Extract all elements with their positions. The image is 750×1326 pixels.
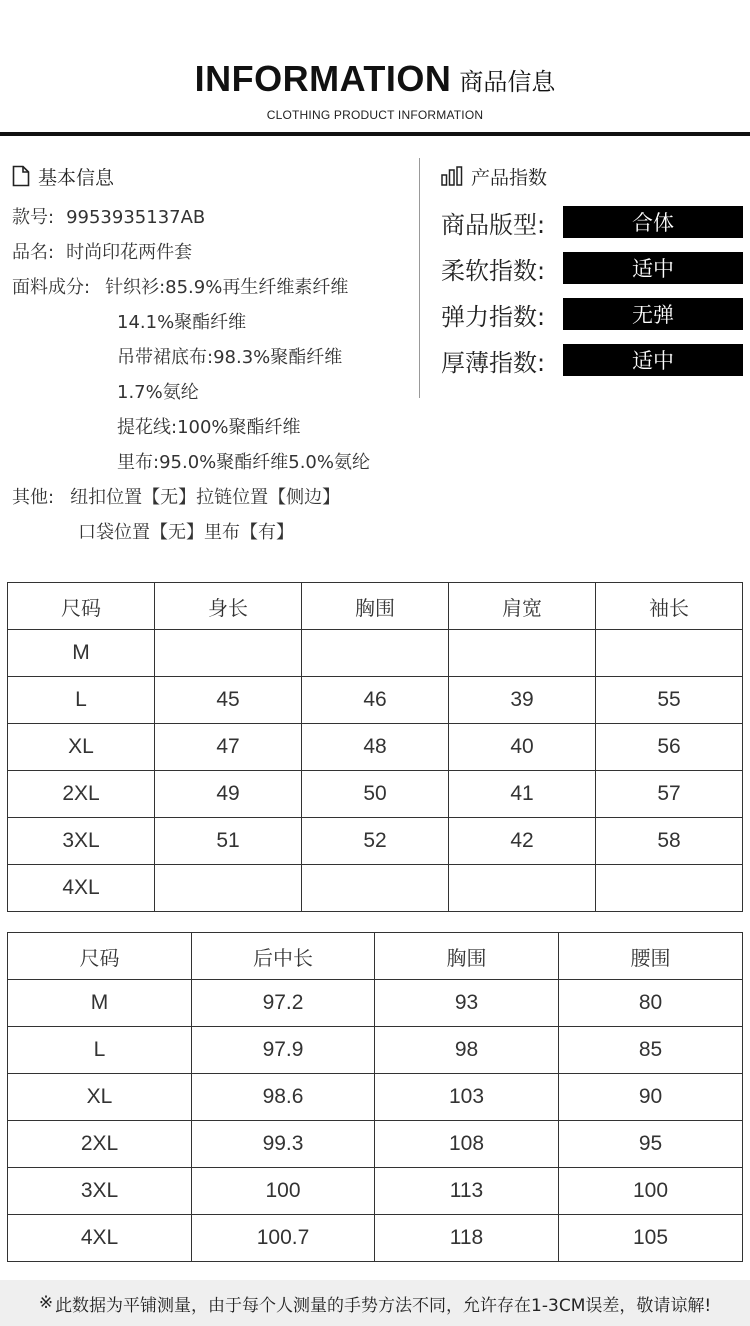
subtitle: CLOTHING PRODUCT INFORMATION bbox=[266, 108, 484, 122]
fabric-row bbox=[12, 375, 412, 410]
measurement-note-text: 此数据为平铺测量，由于每个人测量的手势方法不同，允许存在1-3CM误差，敬请谅解! bbox=[55, 1295, 712, 1316]
section-divider bbox=[419, 158, 420, 398]
table-cell: 2XL bbox=[8, 1121, 192, 1168]
table-cell: 98.6 bbox=[192, 1074, 375, 1121]
product-index-section bbox=[441, 160, 746, 390]
fabric-line: 提花线:100%聚酯纤维 bbox=[117, 417, 301, 438]
basic-info-title: 基本信息 bbox=[38, 166, 115, 189]
column-header: 袖长 bbox=[596, 583, 743, 630]
table-cell: 100.7 bbox=[192, 1215, 375, 1262]
product-name-row bbox=[12, 235, 412, 270]
table-cell: 48 bbox=[302, 724, 449, 771]
table-cell: 49 bbox=[155, 771, 302, 818]
index-value: 适中 bbox=[563, 252, 743, 284]
product-index-title: 产品指数 bbox=[471, 166, 548, 189]
column-header: 胸围 bbox=[375, 933, 559, 980]
table-cell: 45 bbox=[155, 677, 302, 724]
fabric-row bbox=[12, 445, 412, 480]
basic-info-section bbox=[12, 160, 412, 550]
table-cell: 52 bbox=[302, 818, 449, 865]
table-cell: 46 bbox=[302, 677, 449, 724]
asterisk-note-icon: ※ bbox=[38, 1293, 54, 1313]
table-row bbox=[8, 1027, 743, 1074]
column-header: 身长 bbox=[155, 583, 302, 630]
product-name-value: 时尚印花两件套 bbox=[66, 242, 193, 263]
bottom-size-table bbox=[7, 932, 743, 1262]
measurement-note bbox=[0, 1280, 750, 1326]
bar-chart-icon bbox=[441, 166, 463, 186]
index-row-softness bbox=[441, 252, 746, 284]
table-cell: 97.2 bbox=[192, 980, 375, 1027]
table-cell: 90 bbox=[559, 1074, 743, 1121]
fabric-line: 里布:95.0%聚酯纤维5.0%氨纶 bbox=[117, 452, 370, 473]
table-cell: 42 bbox=[449, 818, 596, 865]
column-header: 肩宽 bbox=[449, 583, 596, 630]
table-cell: 98 bbox=[375, 1027, 559, 1074]
fabric-row bbox=[12, 270, 412, 305]
column-header: 胸围 bbox=[302, 583, 449, 630]
other-row bbox=[12, 515, 412, 550]
table-row bbox=[8, 677, 743, 724]
top-size-table bbox=[7, 582, 743, 912]
table-cell: 100 bbox=[559, 1168, 743, 1215]
table-cell: 85 bbox=[559, 1027, 743, 1074]
table-row bbox=[8, 630, 743, 677]
table-cell: M bbox=[8, 980, 192, 1027]
fabric-row bbox=[12, 305, 412, 340]
other-row bbox=[12, 480, 412, 515]
table-cell: 40 bbox=[449, 724, 596, 771]
table-row bbox=[8, 1074, 743, 1121]
style-number-value: 9953935137AB bbox=[66, 207, 206, 228]
table-cell: 41 bbox=[449, 771, 596, 818]
table-cell: 100 bbox=[192, 1168, 375, 1215]
table-cell bbox=[302, 630, 449, 677]
title-english: INFORMATION bbox=[194, 58, 452, 99]
index-label: 厚薄指数: bbox=[441, 348, 546, 377]
table-cell: 39 bbox=[449, 677, 596, 724]
table-cell: 80 bbox=[559, 980, 743, 1027]
other-line: 口袋位置【无】里布【有】 bbox=[78, 522, 294, 543]
table-header-row bbox=[8, 933, 743, 980]
product-name-label: 品名: bbox=[12, 242, 55, 263]
index-value: 适中 bbox=[563, 344, 743, 376]
index-value: 合体 bbox=[563, 206, 743, 238]
table-row bbox=[8, 1121, 743, 1168]
table-cell bbox=[449, 630, 596, 677]
table-cell bbox=[302, 865, 449, 912]
document-icon bbox=[12, 165, 30, 187]
table-cell: 57 bbox=[596, 771, 743, 818]
table-cell: 47 bbox=[155, 724, 302, 771]
table-row bbox=[8, 1168, 743, 1215]
table-cell: XL bbox=[8, 724, 155, 771]
table-cell: L bbox=[8, 677, 155, 724]
column-header: 腰围 bbox=[559, 933, 743, 980]
table-cell: 105 bbox=[559, 1215, 743, 1262]
table-row bbox=[8, 724, 743, 771]
product-index-heading bbox=[441, 160, 746, 192]
column-header: 后中长 bbox=[192, 933, 375, 980]
page-header bbox=[0, 58, 750, 122]
table-cell bbox=[449, 865, 596, 912]
table-cell: 56 bbox=[596, 724, 743, 771]
fabric-line: 吊带裙底布:98.3%聚酯纤维 bbox=[117, 347, 343, 368]
other-line: 纽扣位置【无】拉链位置【侧边】 bbox=[70, 487, 341, 508]
index-row-fit bbox=[441, 206, 746, 238]
fabric-line: 1.7%氨纶 bbox=[117, 382, 199, 403]
other-label: 其他: bbox=[12, 487, 55, 508]
table-cell: 99.3 bbox=[192, 1121, 375, 1168]
table-cell: M bbox=[8, 630, 155, 677]
table-cell: 3XL bbox=[8, 1168, 192, 1215]
title-chinese: 商品信息 bbox=[459, 68, 556, 96]
table-row bbox=[8, 865, 743, 912]
fabric-label: 面料成分: bbox=[12, 277, 91, 298]
table-row bbox=[8, 771, 743, 818]
table-cell: 93 bbox=[375, 980, 559, 1027]
table-cell: L bbox=[8, 1027, 192, 1074]
table-cell: 95 bbox=[559, 1121, 743, 1168]
title-row bbox=[0, 58, 750, 100]
index-row-thickness bbox=[441, 344, 746, 376]
column-header: 尺码 bbox=[8, 583, 155, 630]
table-cell: 97.9 bbox=[192, 1027, 375, 1074]
table-header-row bbox=[8, 583, 743, 630]
table-cell: XL bbox=[8, 1074, 192, 1121]
index-label: 商品版型: bbox=[441, 210, 546, 239]
fabric-line: 14.1%聚酯纤维 bbox=[117, 312, 247, 333]
style-number-row bbox=[12, 200, 412, 235]
table-cell bbox=[596, 630, 743, 677]
index-row-elasticity bbox=[441, 298, 746, 330]
table-row bbox=[8, 1215, 743, 1262]
table-cell: 50 bbox=[302, 771, 449, 818]
table-cell: 55 bbox=[596, 677, 743, 724]
style-number-label: 款号: bbox=[12, 207, 55, 228]
index-label: 柔软指数: bbox=[441, 256, 546, 285]
table-row bbox=[8, 818, 743, 865]
table-cell: 2XL bbox=[8, 771, 155, 818]
index-label: 弹力指数: bbox=[441, 302, 546, 331]
column-header: 尺码 bbox=[8, 933, 192, 980]
table-cell bbox=[155, 630, 302, 677]
table-row bbox=[8, 980, 743, 1027]
index-value: 无弹 bbox=[563, 298, 743, 330]
fabric-row bbox=[12, 410, 412, 445]
table-cell: 118 bbox=[375, 1215, 559, 1262]
table-cell: 51 bbox=[155, 818, 302, 865]
table-cell: 4XL bbox=[8, 1215, 192, 1262]
fabric-row bbox=[12, 340, 412, 375]
header-divider bbox=[0, 132, 750, 136]
table-cell: 4XL bbox=[8, 865, 155, 912]
table-cell bbox=[596, 865, 743, 912]
table-cell bbox=[155, 865, 302, 912]
table-cell: 113 bbox=[375, 1168, 559, 1215]
basic-info-heading bbox=[12, 160, 412, 192]
table-cell: 103 bbox=[375, 1074, 559, 1121]
table-cell: 3XL bbox=[8, 818, 155, 865]
fabric-line: 针织衫:85.9%再生纤维素纤维 bbox=[105, 277, 349, 298]
table-cell: 58 bbox=[596, 818, 743, 865]
table-cell: 108 bbox=[375, 1121, 559, 1168]
